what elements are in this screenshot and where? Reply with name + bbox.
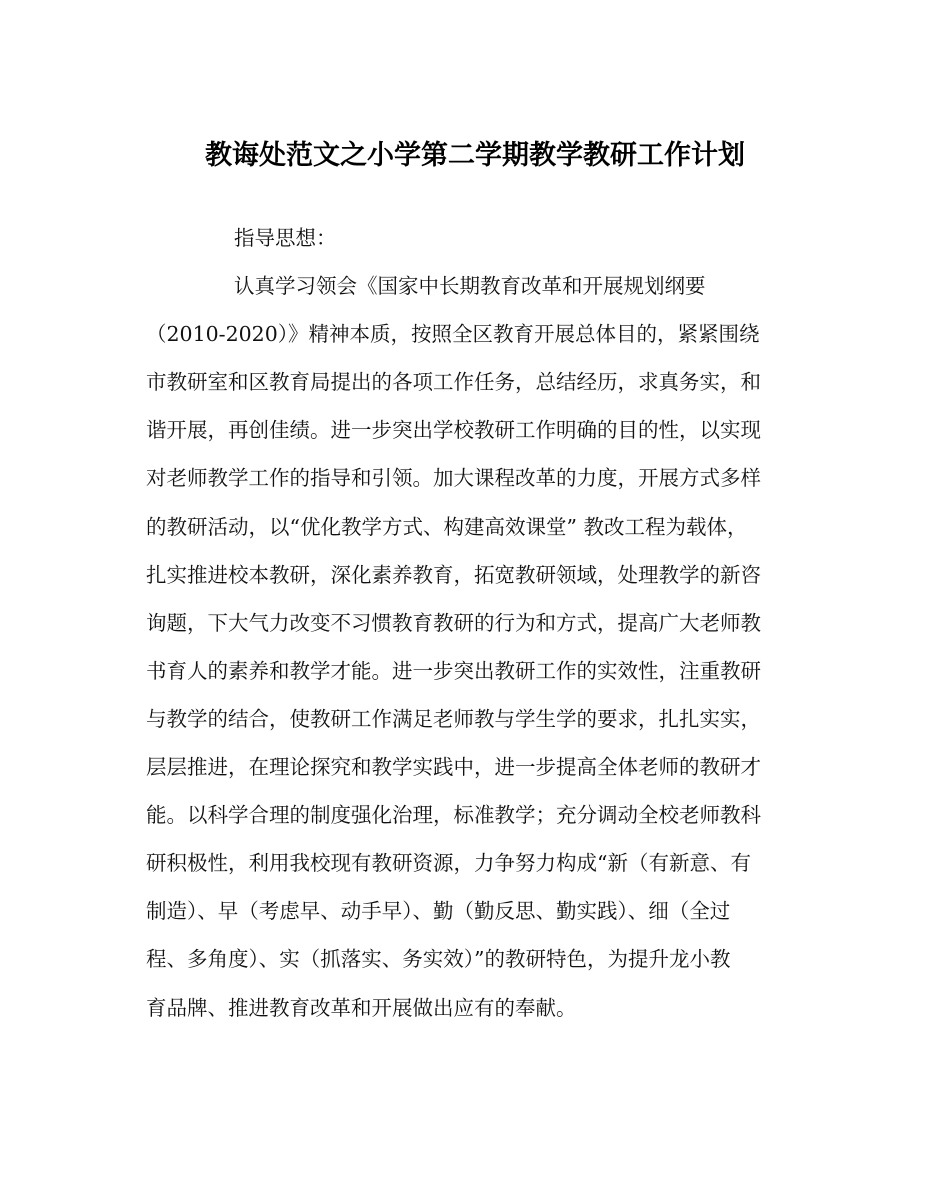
paragraph-line: 层层推进，在理论探究和教学实践中，进一步提高全体老师的教研才 xyxy=(146,755,761,780)
paragraph-line: 认真学习领会《国家中长期教育改革和开展规划纲要 xyxy=(234,274,706,299)
paragraph-line: 扎实推进校本教研，深化素养教育，拓宽教研领域，处理教学的新咨 xyxy=(146,562,761,587)
section-heading: 指导思想： xyxy=(234,226,337,250)
paragraph-line: 制造）、早（考虑早、动手早）、勤（勤反思、勤实践）、细（全过 xyxy=(146,899,731,924)
paragraph-line: 谐开展，再创佳绩。进一步突出学校教研工作明确的目的性，以实现 xyxy=(146,418,761,443)
paragraph-line: 书育人的素养和教学才能。进一步突出教研工作的实效性，注重教研 xyxy=(146,658,761,683)
paragraph-line: 询题，下大气力改变不习惯教育教研的行为和方式，提高广大老师教 xyxy=(146,610,761,635)
paragraph-line: 的教研活动，以“优化教学方式、构建高效课堂” 教改工程为载体， xyxy=(146,514,748,539)
paragraph-line: （2010-2020）》精神本质，按照全区教育开展总体目的，紧紧围绕 xyxy=(146,322,760,347)
paragraph-line: 育品牌、推进教育改革和开展做出应有的奉献。 xyxy=(146,995,577,1020)
paragraph-line: 能。以科学合理的制度强化治理，标准教学；充分调动全校老师教科 xyxy=(146,803,761,828)
document-body xyxy=(146,222,808,1040)
paragraph-line: 对老师教学工作的指导和引领。加大课程改革的力度，开展方式多样 xyxy=(146,466,761,491)
paragraph-line: 研积极性，利用我校现有教研资源，力争努力构成“新（有新意、有 xyxy=(146,851,751,876)
document-title: 教诲处范文之小学第二学期教学教研工作计划 xyxy=(205,140,745,171)
paragraph-line: 与教学的结合，使教研工作满足老师教与学生学的要求，扎扎实实， xyxy=(146,706,761,731)
paragraph-line: 市教研室和区教育局提出的各项工作任务，总结经历，求真务实，和 xyxy=(146,370,761,395)
paragraph-line: 程、多角度）、实（抓落实、务实效）”的教研特色，为提升龙小教 xyxy=(146,947,731,972)
